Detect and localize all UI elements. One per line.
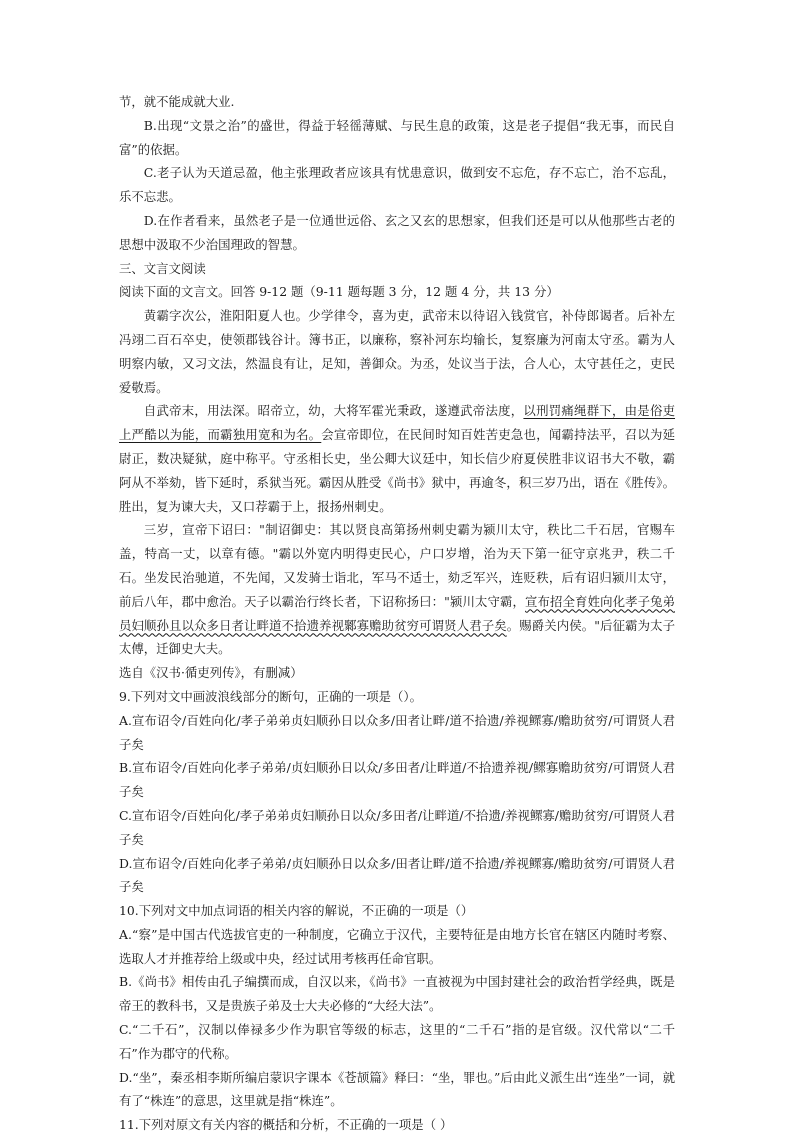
wavy-underlined-sentence: 宣布招全育姓向化孝子兔弟员妇顺孙且以众多日者让畔道不拾遗养视鄹寡赡助贫穷可谓贤人君子矣	[119, 593, 675, 633]
passage-source: 选自《汉书·循吏列传》，有删减）	[119, 665, 303, 681]
question-10-option-a: A.“察”是中国古代选拔官吏的一种制度，它确立于汉代，主要特征是由地方长官在辖区内随时考察、选取人才并推荐给上级或中央，经过试用考核再任命官职。	[119, 926, 675, 966]
passage-text: 自武帝末，用法深。昭帝立，幼，大将军霍光秉政，遂遵武帝法度，	[143, 403, 524, 419]
passage-text: 。赐爵关内侯。"后征霸为太子太傅，迁御史大夫。	[119, 617, 676, 657]
section-heading: 三、文言文阅读	[119, 260, 206, 276]
option-c: C.老子认为天道忌盈，他主张理政者应该具有忧患意识，做到安不忘危，存不忘亡，治不忘乱，乐不忘悲。	[119, 165, 675, 205]
question-9-option-c: C.宣布诏令/百姓向化/孝子弟弟贞妇顺孙日以众/多田者/让畔道/不拾遗/养视鳏寡/赡助贫穷/可谓贤人君子矣	[119, 807, 675, 847]
question-10-option-c: C.“二千石”，汉制以俸禄多少作为职官等级的标志，这里的“二千石”指的是官级。汉代常以“二千石”作为郡守的代称。	[119, 1022, 675, 1061]
passage-paragraph-2	[119, 399, 675, 518]
option-b: B.出现“文景之治”的盛世，得益于轻徭薄赋、与民生息的政策，这是老子提倡“我无事，而民自富”的依据。	[119, 117, 675, 157]
question-11: 11.下列对原文有关内容的概括和分析，不正确的一项是（ ）	[119, 1117, 453, 1133]
question-9-option-d: D.宣布诏令/百姓向化孝子弟弟/贞妇顺孙日以众多/田者让畔/道不拾遗/养视鳏寡/赡助贫穷/可谓贤人君子矣	[119, 855, 675, 895]
question-9-option-b: B.宣布诏令/百姓向化孝子弟弟/贞妇顺孙日以众/多田者/让畔道/不拾遗养视/鳏寡赡助贫穷/可谓贤人君子矣	[119, 760, 675, 800]
option-d: D.在作者看来，虽然老子是一位通世远俗、玄之又玄的思想家，但我们还是可以从他那些古老的思想中汲取不少治国理政的智慧。	[119, 212, 675, 252]
continued-line: 节，就不能成就大业.	[119, 94, 235, 109]
question-10-option-b: B.《尚书》相传由孔子编撰而成，自汉以来，《尚书》一直被视为中国封建社会的政治哲学经典，既是帝王的教科书，又是贵族子弟及士大夫必修的“大经大法”。	[119, 974, 675, 1014]
passage-text: 会宣帝即位，在民间时知百姓苦吏急也，闻霸持法平，召以为延尉正，数决疑狱，庭中称平。守丞相长史，坐公卿大议廷中，知长信少府夏侯胜非议诏书大不敬，霸阿从不举劾，皆下延时，系狱当死。霸因从胜受《尚书》狱中，再逾冬，积三岁乃出，语在《胜传》。胜出，复为谏大夫，又口荐霸于上，报扬州刺史。	[119, 427, 676, 514]
passage-text: 三岁，宣帝下诏曰："制诏御史：其以贤良高第扬州刺史霸为颍川太守，秩比二千石居，官赐车盖，特高一丈，以章有德。"霸以外宽内明得吏民心，户口岁增，治为天下第一征守京兆尹，秩二千石。坐发民治驰道，不先闻，又发骑士诣北，军马不适士，劾乏军兴，连贬秩，后有诏归颍川太守，前后八年，郡中愈治。天子以霸治行终长者，下诏称扬曰："颍川太守霸，	[119, 522, 675, 609]
passage-paragraph-1: 黄霸字次公，淮阳阳夏人也。少学律令，喜为吏，武帝末以待诏入钱赏官，补侍郎谒者。后补左冯翊二百石卒史，使领郡钱谷计。簿书正，以廉称，察补河东均输长，复察廉为河南太守丞。霸为人明察内敏，又习文法，然温良有让，足知，善御众。为丞，处议当于法，合人心，太守甚任之，吏民爱敬焉。	[119, 308, 675, 395]
underlined-sentence: 以刑罚痛绳群下，由是俗吏上严酷以为能，而霸独用宽和为名。	[119, 403, 676, 443]
question-9: 9.下列对文中画波浪线部分的断句，正确的一项是（）。	[119, 688, 422, 704]
question-9-option-a: A.宣布诏令/百姓向化/孝子弟弟贞妇顺孙日以众多/田者让畔/道不拾遗/养视鳏寡/赡助贫穷/可谓贤人君子矣	[119, 712, 675, 752]
section-instruction: 阅读下面的文言文。回答 9-12 题（9-11 题每题 3 分，12 题 4 分，共 13 分）	[119, 284, 559, 300]
page-content	[119, 90, 675, 1137]
question-10-option-d: D.“坐”，秦丞相李斯所编启蒙识字课本《苍颉篇》释曰：“坐，罪也。”后由此义派生出“连坐”一词，就有了“株连”的意思，这里就是指“株连”。	[119, 1069, 675, 1109]
question-10: 10.下列对文中加点词语的相关内容的解说，不正确的一项是（）	[119, 903, 474, 919]
passage-paragraph-3	[119, 518, 675, 661]
